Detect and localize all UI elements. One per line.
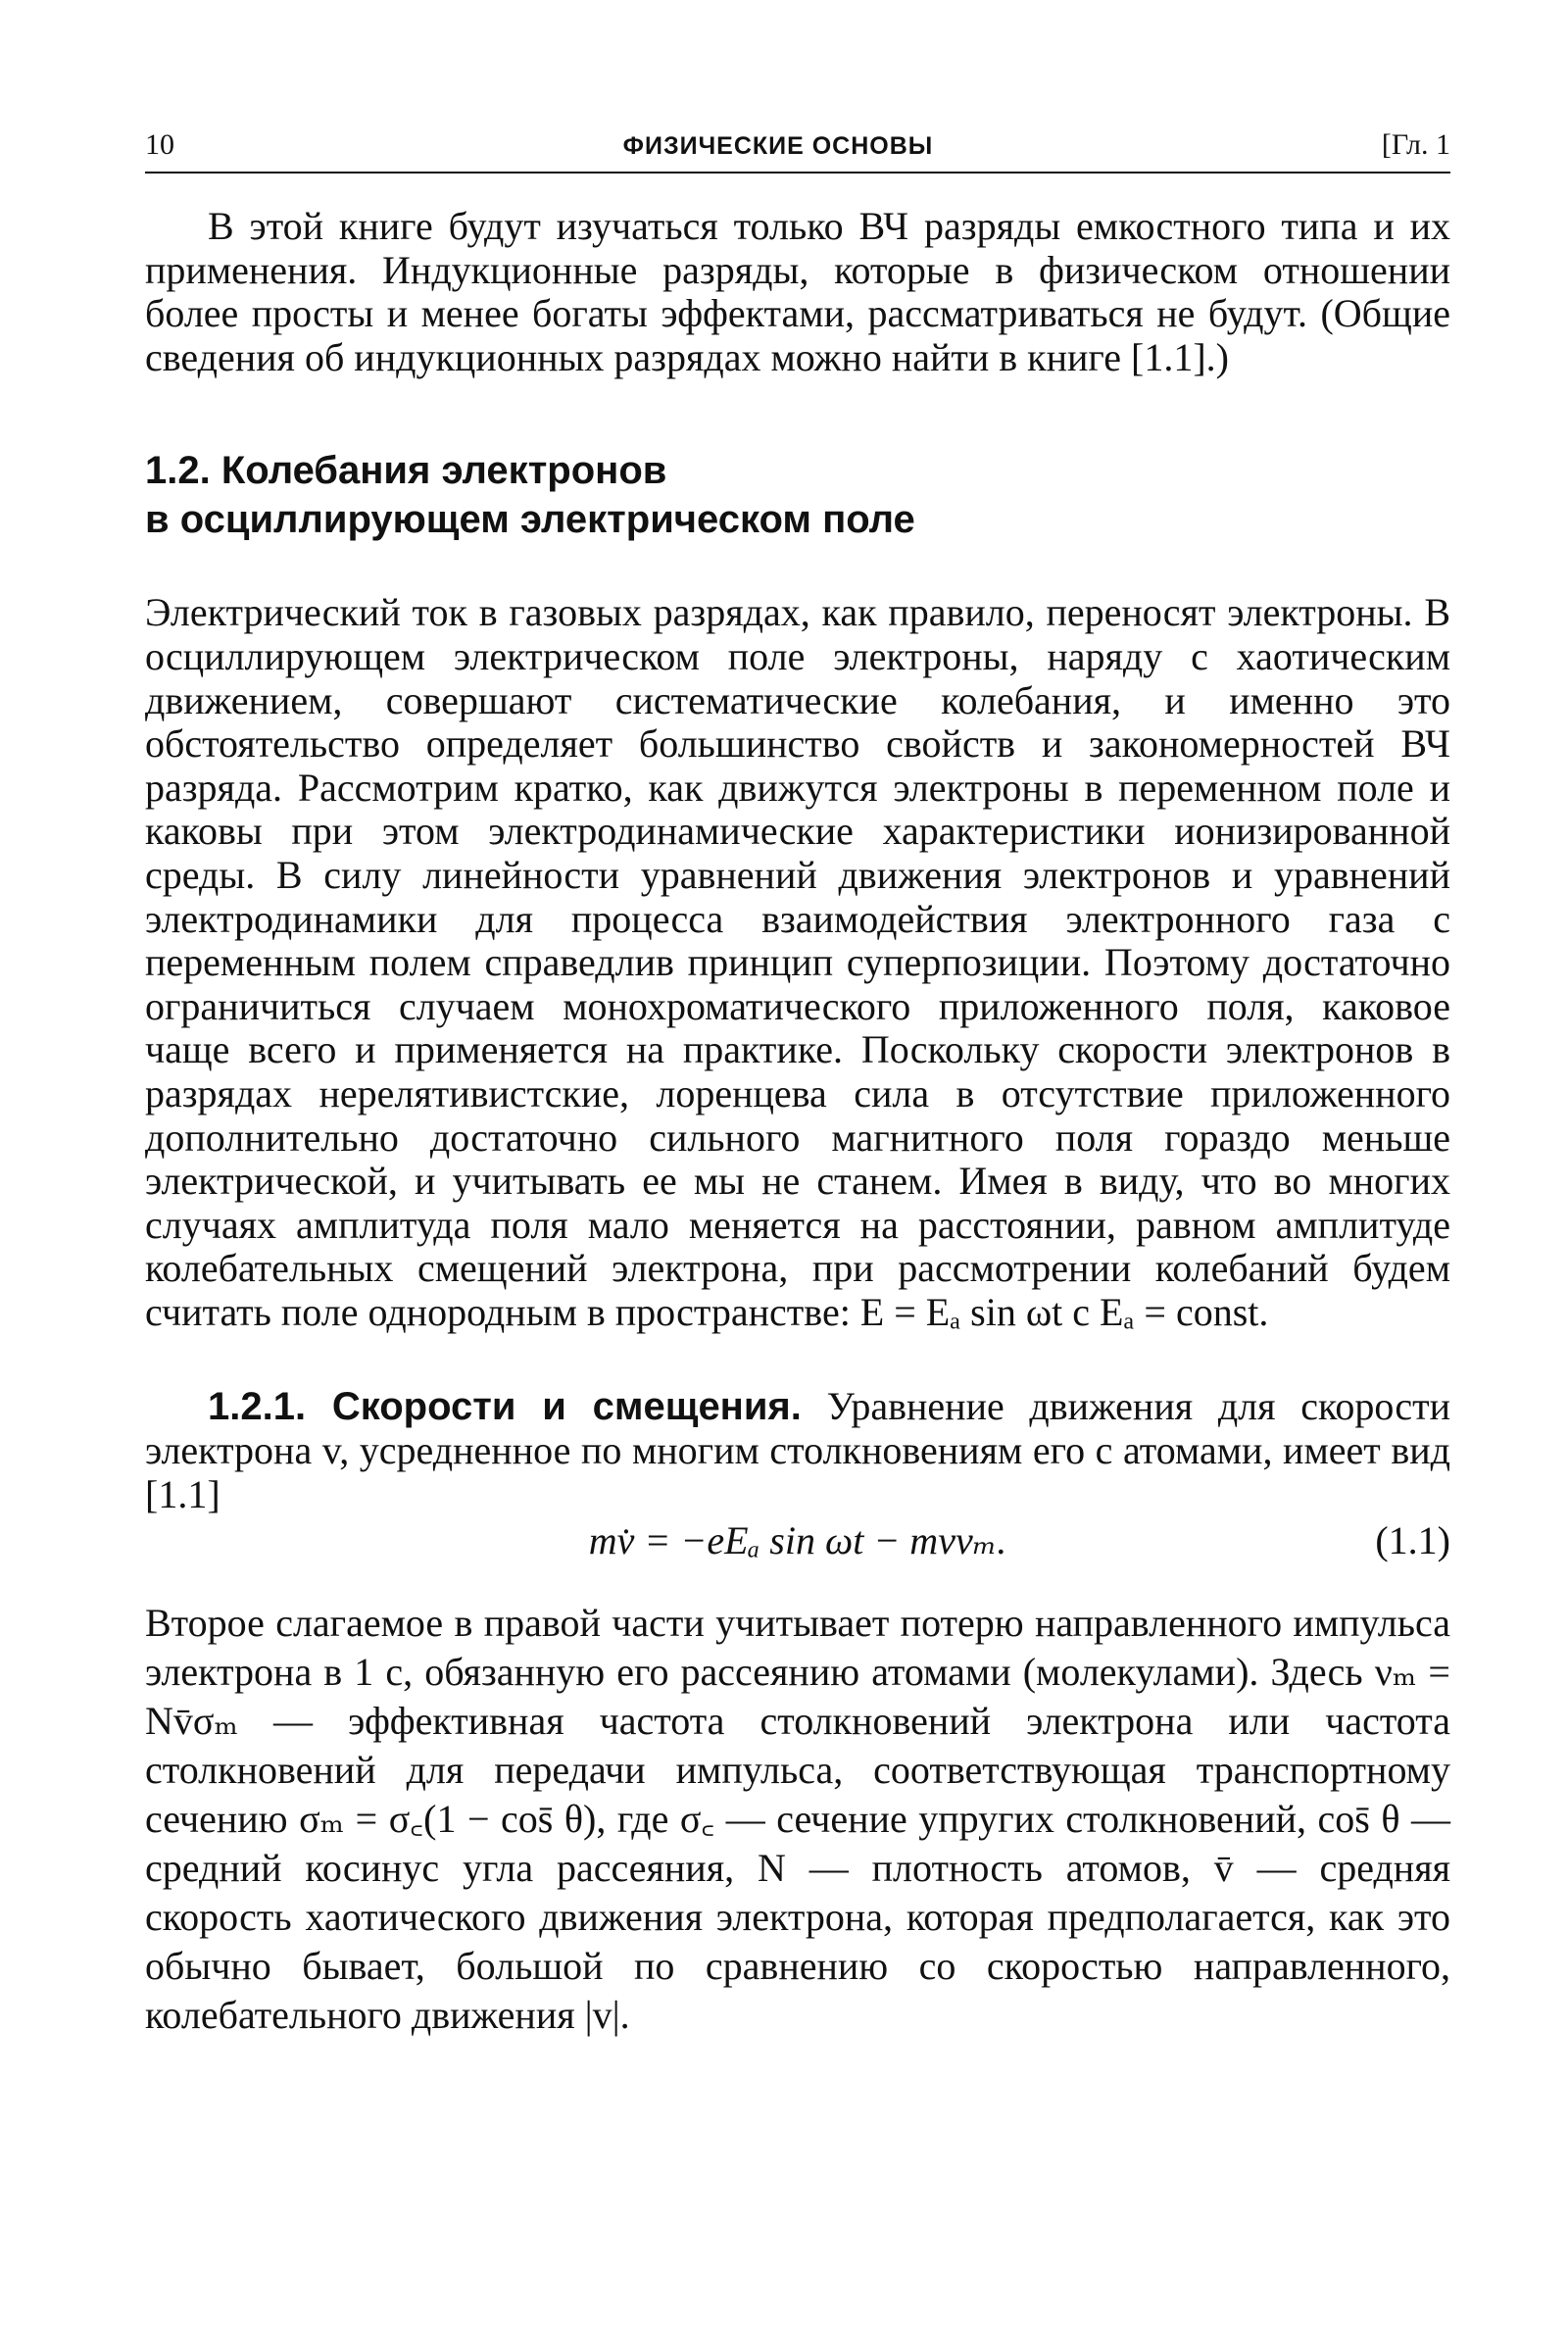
subsection-text: Уравнение движения для скорости электрона v, усредненное по многим столкновениям его с атомами, имеет вид [1.1] [145,1384,1450,1516]
section-title-line-2: в осциллирующем электрическом поле [145,498,915,542]
chapter-title: ФИЗИЧЕСКИЕ ОСНОВЫ [622,132,934,160]
equation-number: (1.1) [1375,1518,1450,1563]
paragraph-explanation: Второе слагаемое в правой части учитывает потерю направленного импульса электрона в 1 с, обязанную его рассеянию атомами (молекулами). Здесь νₘ = Nv̄σₘ — эффективная частота столкновений электрона или частота столкновений для передачи импульса, соответствующая транспортному сечению σₘ = σ꜀(1 − cos̄ θ), где σ꜀ — сечение упругих столкновений, cos̄ θ — средний косинус угла рассеяния, N — плотность атомов, v̄ — средняя скорость хаотического движения электрона, которая предполагается, как это обычно бывает, большой по сравнению со скоростью направленного, колебательного движения |v|. [145,1601,1450,2038]
chapter-ref: [Гл. 1 [1381,128,1450,161]
page [145,125,1450,2040]
page-number: 10 [145,128,174,161]
section-title-line-1: Колебания электронов [220,449,667,493]
section-heading-line-1 [145,446,1450,495]
equation-1-1 [145,1518,1450,1563]
subsection-paragraph [145,1385,1450,1516]
section-number: 1.2. [145,449,211,493]
subsection-heading: 1.2.1. Скорости и смещения. [208,1385,802,1429]
paragraph-main: Электрический ток в газовых разрядах, как правило, переносят электроны. В осциллирующем электрическом поле электроны, наряду с хаотическим движением, совершают систематические колебания, и именно это обстоятельство определяет большинство свойств и закономерностей ВЧ разряда. Рассмотрим кратко, как движутся электроны в переменном поле и каковы при этом электродинамические характеристики ионизированной среды. В силу линейности уравнений движения электронов и уравнений электродинамики для процесса взаимодействия электронного газа с переменным полем справедлив принцип суперпозиции. Поэтому достаточно ограничиться случаем монохроматического приложенного поля, каковое чаще всего и применяется на практике. Поскольку скорости электронов в разрядах нерелятивистские, лоренцева сила в отсутствие приложенного дополнительно достаточно сильного магнитного поля гораздо меньше электрической, и учитывать ее мы не станем. Имея в виду, что во многих случаях амплитуда поля мало меняется на расстоянии, равном амплитуде колебательных смещений электрона, при рассмотрении колебаний будем считать поле однородным в пространстве: E = Eₐ sin ωt с Eₐ = const. [145,590,1450,1334]
paragraph-intro: В этой книге будут изучаться только ВЧ разряды емкостного типа и их применения. Индукционные разряды, которые в физическом отношении более просты и менее богаты эффектами, рассматриваться не будут. (Общие сведения об индукционных разрядах можно найти в книге [1.1].) [145,204,1450,379]
running-head [145,125,1450,173]
section-heading [145,446,1450,544]
equation-formula: mv̇ = −eEₐ sin ωt − mvνₘ. [588,1518,1007,1563]
